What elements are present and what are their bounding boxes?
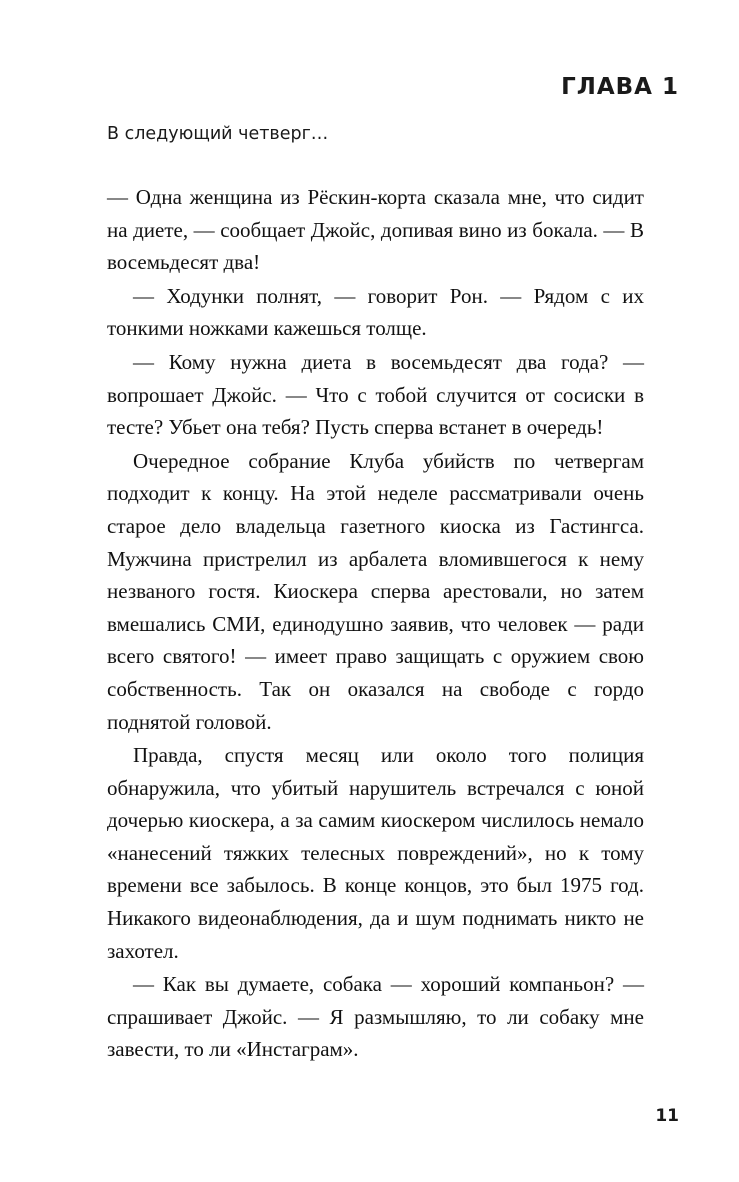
paragraph-3: — Кому нужна диета в восемьдесят два года? — вопрошает Джойс. — Что с тобой случится от сосиски в тесте? Убьет она тебя? Пусть сперва встанет в очередь! bbox=[107, 349, 644, 440]
body-text bbox=[107, 181, 644, 1066]
epigraph: В следующий четверг… bbox=[107, 124, 329, 144]
chapter-title: ГЛАВА 1 bbox=[561, 74, 679, 100]
paragraph-1: — Одна женщина из Рёскин-корта сказала мне, что сидит на диете, — сообщает Джойс, допивая вино из бокала. — В восемьдесят два! bbox=[107, 185, 644, 275]
page-number: 11 bbox=[655, 1106, 679, 1126]
paragraph-4: Очередное собрание Клуба убийств по четвергам подходит к концу. На этой неделе рассматривали очень старое дело владельца газетного киоска из Гастингса. Мужчина пристрелил из арбалета вломившегося к нему незваного гостя. Киоскера сперва арестовали, но затем вмешались СМИ, единодушно заявив, что человек — ради всего святого! — имеет право защищать с оружием свою собственность. Так он оказался на свободе с гордо поднятой головой. bbox=[107, 448, 644, 734]
paragraph-6: — Как вы думаете, собака — хороший компаньон? — спрашивает Джойс. — Я размышляю, то ли собаку мне завести, то ли «Инстаграм». bbox=[107, 972, 644, 1062]
paragraph-5: Правда, спустя месяц или около того полиция обнаружила, что убитый нарушитель встречался с юной дочерью киоскера, а за самим киоскером числилось немало «нанесений тяжких телесных повреждений», но к тому времени все забылось. В конце концов, это был 1975 год. Никакого видеонаблюдения, да и шум поднимать никто не захотел. bbox=[107, 743, 644, 963]
paragraph-2: — Ходунки полнят, — говорит Рон. — Рядом с их тонкими ножками кажешься толще. bbox=[107, 283, 644, 341]
